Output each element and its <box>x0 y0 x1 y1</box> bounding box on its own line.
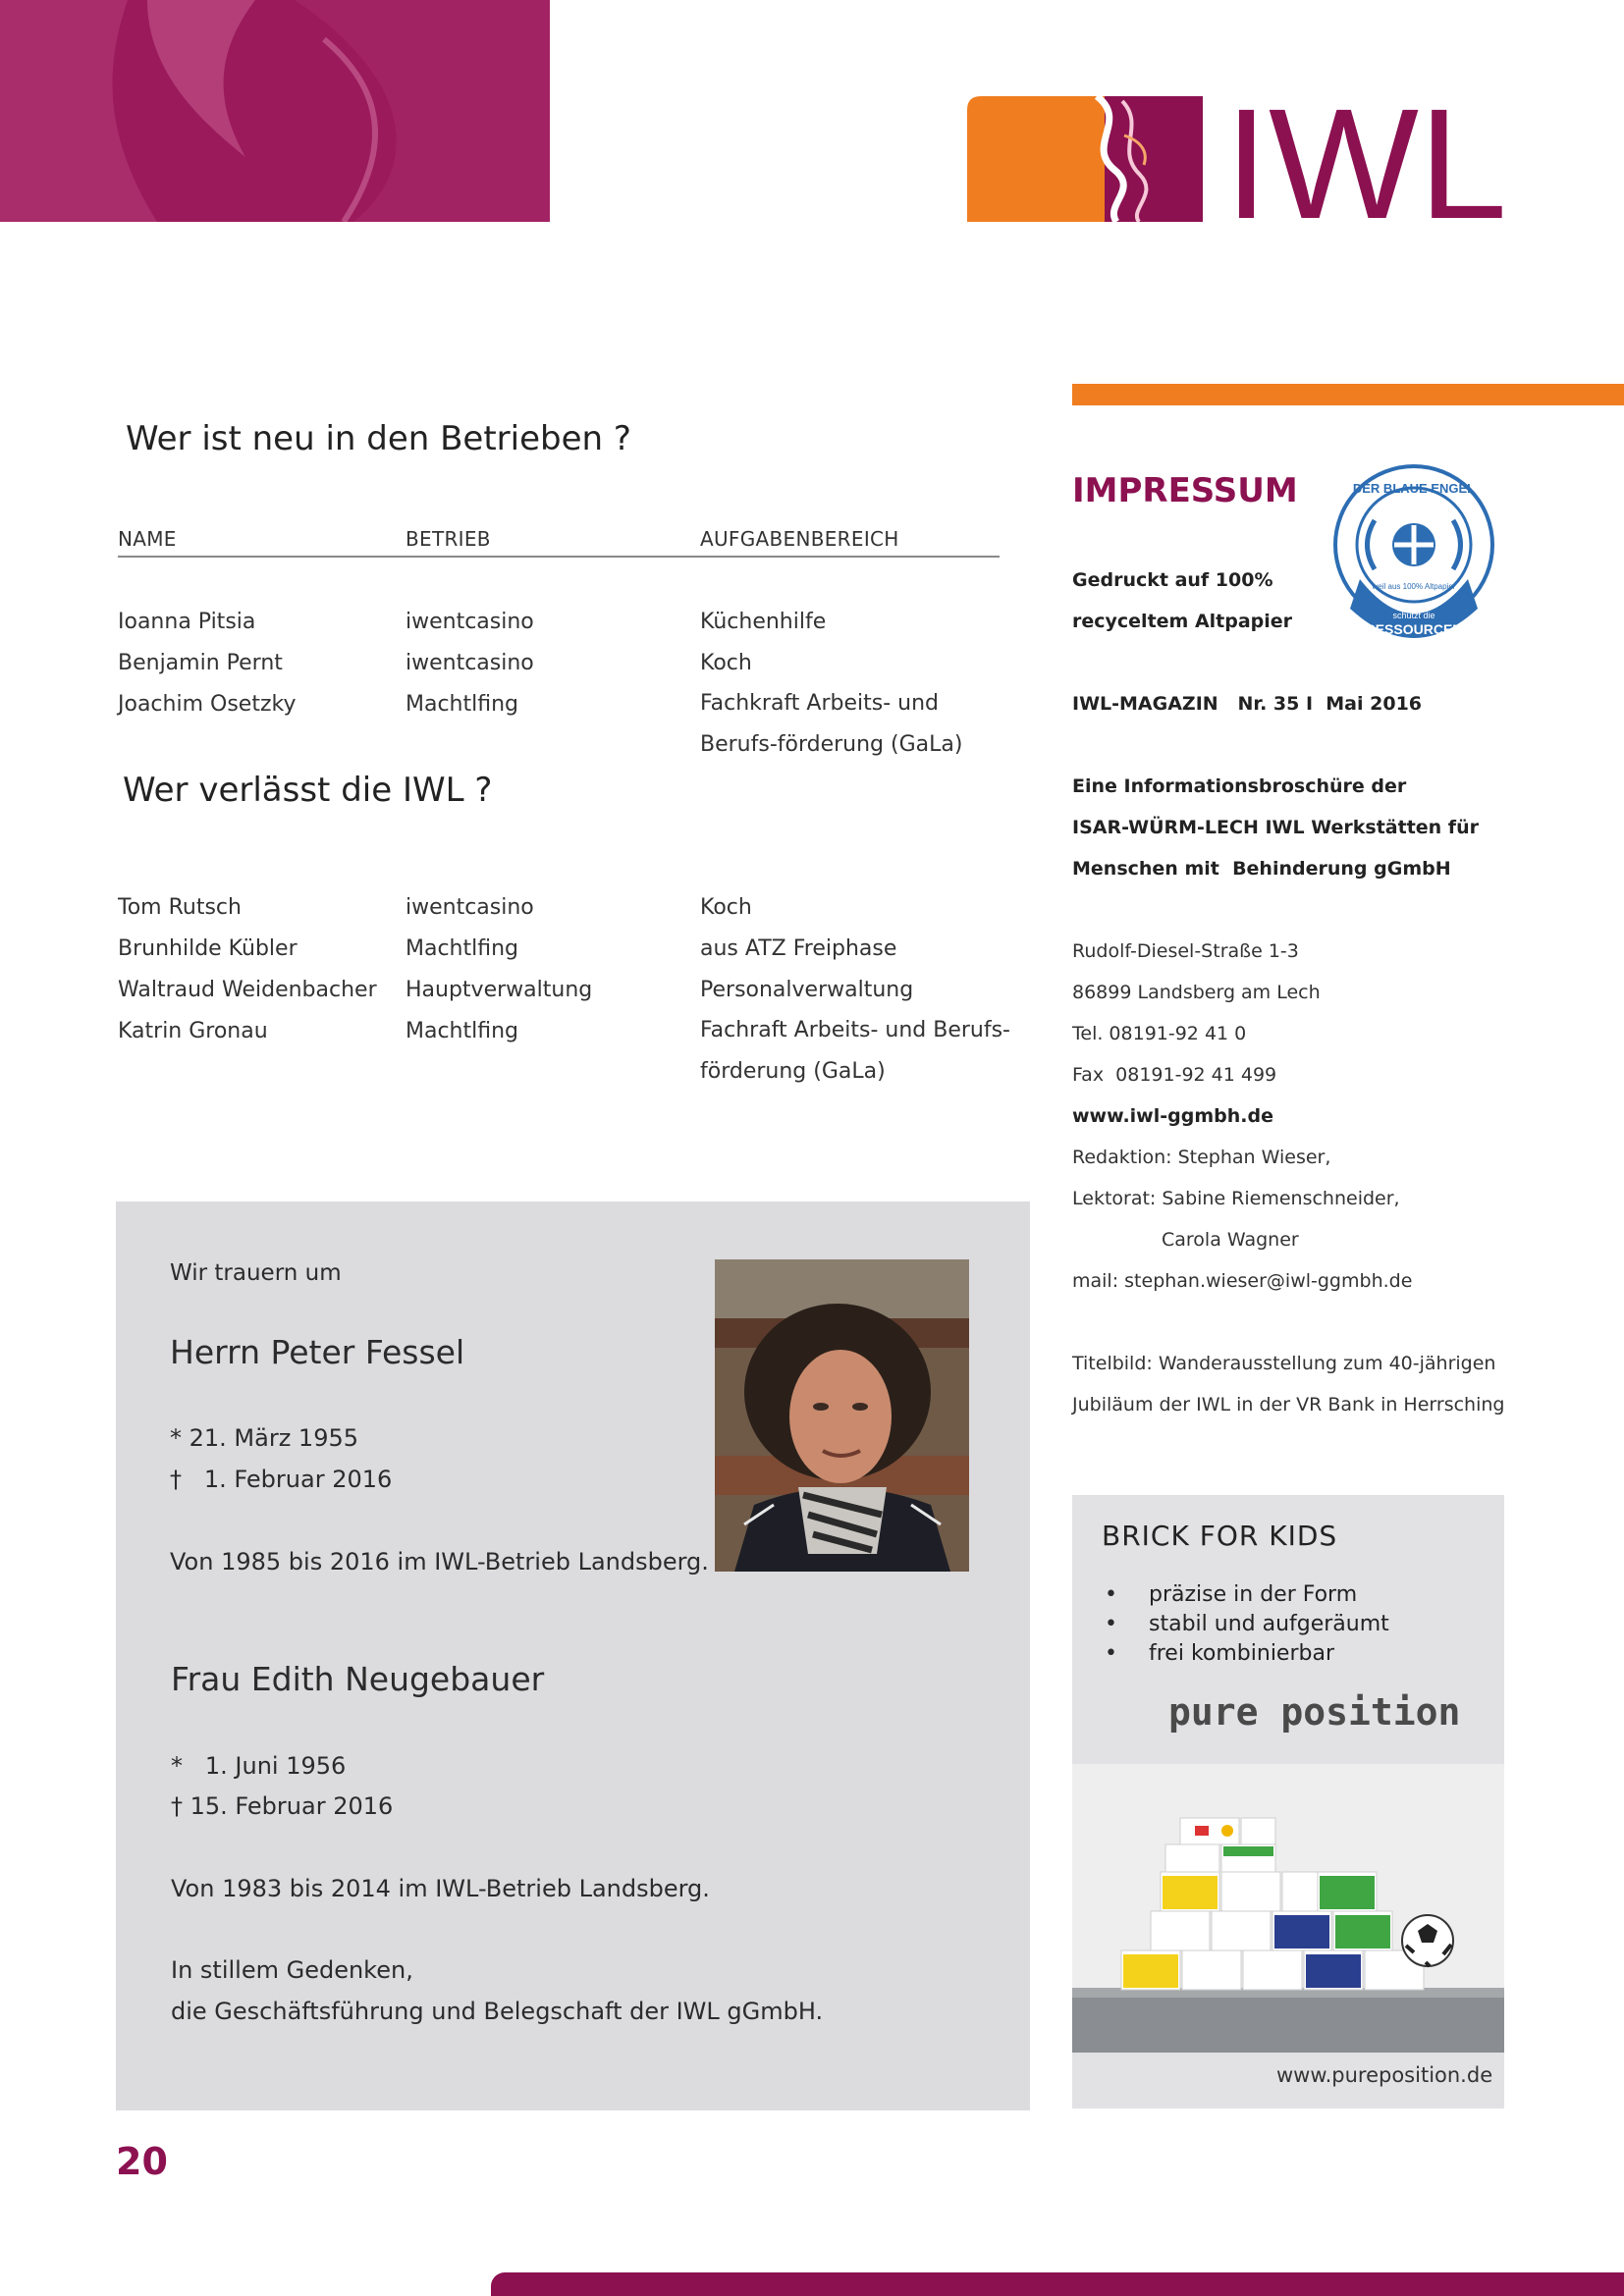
table-cell-betrieb: iwentcasino <box>406 895 534 920</box>
memorial-person1-note: Von 1985 bis 2016 im IWL-Betrieb Landsberg. <box>170 1548 709 1575</box>
iwl-logo <box>967 96 1507 222</box>
memorial-closing-line1: In stillem Gedenken, <box>171 1956 413 1984</box>
table-cell-betrieb: iwentcasino <box>406 610 534 634</box>
impressum-magazine-issue: IWL-MAGAZIN Nr. 35 I Mai 2016 <box>1072 693 1423 715</box>
memorial-person1-name: Herrn Peter Fessel <box>170 1333 465 1371</box>
impressum-printed-line2: recyceltem Altpapier <box>1072 611 1293 632</box>
impressum-tel: Tel. 08191-92 41 0 <box>1072 1023 1247 1044</box>
table-cell-name: Waltraud Weidenbacher <box>118 978 377 1002</box>
impressum-titelbild-line1: Titelbild: Wanderausstellung zum 40-jährigen <box>1072 1353 1496 1374</box>
impressum-description-line1: Eine Informationsbroschüre der <box>1072 775 1407 797</box>
table-cell-name: Tom Rutsch <box>118 895 242 920</box>
impressum-printed-line1: Gedruckt auf 100% <box>1072 569 1273 591</box>
portrait-photo <box>715 1259 969 1572</box>
table-cell-aufgabe: Fachkraft Arbeits- und Berufs-förderung (GaLa) <box>700 691 963 757</box>
memorial-person1-died: † 1. Februar 2016 <box>170 1466 393 1493</box>
table-cell-aufgabe: Personalverwaltung <box>700 978 914 1002</box>
table-cell-name: Ioanna Pitsia <box>118 610 256 634</box>
ad-title: BRICK FOR KIDS <box>1102 1520 1338 1552</box>
bullet-icon: • <box>1105 1641 1117 1666</box>
table-cell-betrieb: Machtlfing <box>406 936 519 961</box>
memorial-person2-born: * 1. Juni 1956 <box>171 1752 347 1780</box>
impressum-accent-bar <box>1072 384 1624 405</box>
bullet-icon: • <box>1105 1612 1117 1636</box>
table-cell-betrieb: Machtlfing <box>406 692 519 717</box>
table-cell-betrieb: Machtlfing <box>406 1019 519 1043</box>
impressum-street: Rudolf-Diesel-Straße 1-3 <box>1072 940 1299 962</box>
table-cell-aufgabe: Koch <box>700 651 752 675</box>
new-employees-heading: Wer ist neu in den Betrieben ? <box>126 419 631 458</box>
table-cell-aufgabe: aus ATZ Freiphase <box>700 936 897 961</box>
table-cell-aufgabe: Koch <box>700 895 752 920</box>
memorial-person2-died: † 15. Februar 2016 <box>171 1792 394 1820</box>
memorial-intro: Wir trauern um <box>170 1260 342 1286</box>
header-decoration <box>0 0 550 222</box>
leaving-employees-heading: Wer verlässt die IWL ? <box>123 771 493 810</box>
blue-angel-badge <box>1330 461 1497 658</box>
column-header-aufgabenbereich: AUFGABENBEREICH <box>700 527 899 551</box>
badge-bottom-text: RESSOURCEN <box>1365 621 1463 637</box>
impressum-description-line2: ISAR-WÜRM-LECH IWL Werkstätten für <box>1072 817 1479 838</box>
ad-bullet-item: präzise in der Form <box>1149 1582 1358 1607</box>
impressum-lektorat: Lektorat: Sabine Riemenschneider, <box>1072 1188 1400 1209</box>
impressum-city: 86899 Landsberg am Lech <box>1072 982 1321 1003</box>
shelf-product-photo <box>1072 1764 1504 2053</box>
ad-website-link[interactable]: www.pureposition.de <box>1276 2063 1493 2087</box>
badge-middle-text: weil aus 100% Altpapier <box>1372 582 1456 591</box>
column-header-betrieb: BETRIEB <box>406 527 491 551</box>
footer-accent-bar <box>491 2272 1624 2296</box>
table-cell-name: Katrin Gronau <box>118 1019 268 1043</box>
table-cell-name: Benjamin Pernt <box>118 651 283 675</box>
impressum-titelbild-line2: Jubiläum der IWL in der VR Bank in Herrsching <box>1072 1394 1505 1415</box>
logo-text: IWL <box>1224 96 1507 222</box>
impressum-redaktion: Redaktion: Stephan Wieser, <box>1072 1147 1331 1168</box>
memorial-person2-note: Von 1983 bis 2014 im IWL-Betrieb Landsberg. <box>171 1875 710 1902</box>
memorial-closing-line2: die Geschäftsführung und Belegschaft der IWL gGmbH. <box>171 1998 824 2025</box>
table-header-divider <box>118 556 1000 558</box>
table-cell-aufgabe: Fachraft Arbeits- und Berufs-förderung (GaLa) <box>700 1018 1010 1084</box>
table-cell-betrieb: Hauptverwaltung <box>406 978 593 1002</box>
impressum-description-line3: Menschen mit Behinderung gGmbH <box>1072 858 1451 880</box>
memorial-person1-born: * 21. März 1955 <box>170 1424 359 1452</box>
table-cell-aufgabe: Küchenhilfe <box>700 610 827 634</box>
column-header-name: NAME <box>118 527 177 551</box>
impressum-mail-link[interactable]: mail: stephan.wieser@iwl-ggmbh.de <box>1072 1270 1413 1292</box>
impressum-lektorat-line2: Carola Wagner <box>1162 1229 1299 1251</box>
bullet-icon: • <box>1105 1582 1117 1607</box>
badge-bottom-small-text: schützt die <box>1392 611 1435 620</box>
impressum-website-link[interactable]: www.iwl-ggmbh.de <box>1072 1105 1273 1127</box>
ad-bullet-item: stabil und aufgeräumt <box>1149 1612 1389 1636</box>
ad-bullet-item: frei kombinierbar <box>1149 1641 1334 1666</box>
ad-slogan: pure position <box>1168 1690 1461 1734</box>
memorial-person2-name: Frau Edith Neugebauer <box>171 1660 545 1698</box>
badge-top-text: DER BLAUE ENGEL <box>1352 481 1476 496</box>
impressum-fax: Fax 08191-92 41 499 <box>1072 1064 1277 1086</box>
table-cell-name: Joachim Osetzky <box>118 692 297 717</box>
table-cell-betrieb: iwentcasino <box>406 651 534 675</box>
page-number: 20 <box>116 2140 168 2183</box>
table-cell-name: Brunhilde Kübler <box>118 936 298 961</box>
impressum-title: IMPRESSUM <box>1072 471 1298 510</box>
